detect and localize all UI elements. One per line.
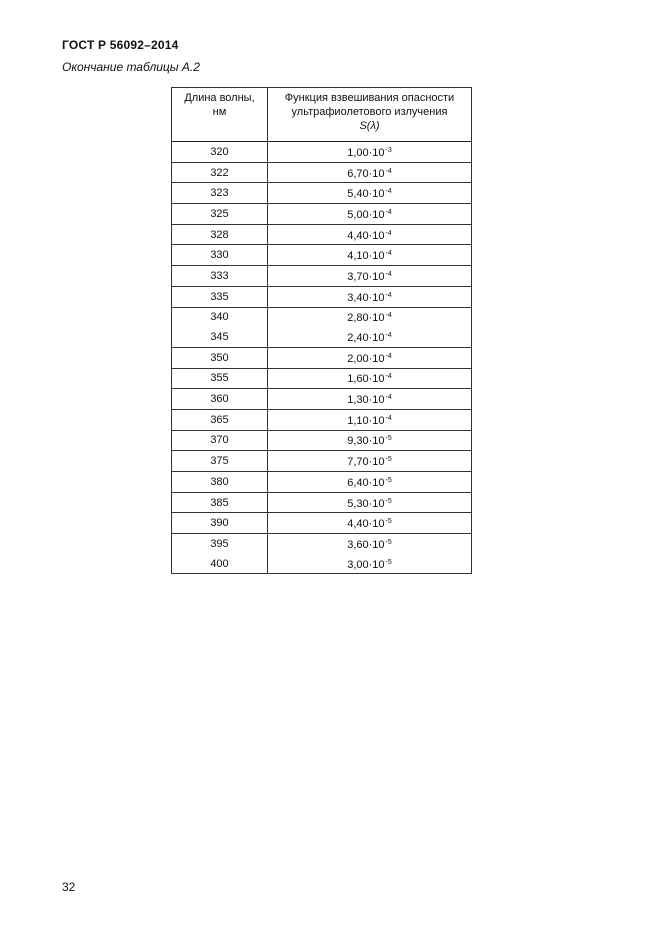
value-mantissa: 3,70·10 [347, 270, 385, 283]
value-exponent: -4 [385, 229, 392, 237]
table-row [172, 451, 472, 472]
wavelength-cell: 355 [172, 368, 268, 389]
table-row [172, 534, 472, 554]
weighting-value-cell [268, 266, 472, 287]
table-row [172, 224, 472, 245]
wavelength-cell: 333 [172, 266, 268, 287]
wavelength-cell: 380 [172, 472, 268, 493]
value-mantissa: 6,40·10 [347, 476, 385, 489]
table-row [172, 307, 472, 327]
table-row [172, 266, 472, 287]
value-mantissa: 2,40·10 [347, 332, 385, 345]
value-mantissa: 2,00·10 [347, 352, 385, 365]
weighting-value-cell [268, 183, 472, 204]
weighting-value-cell [268, 409, 472, 430]
weighting-value-cell [268, 389, 472, 410]
table-row [172, 183, 472, 204]
value-mantissa: 1,10·10 [347, 414, 385, 427]
wavelength-cell: 390 [172, 513, 268, 534]
table-row [172, 245, 472, 266]
value-mantissa: 7,70·10 [347, 456, 385, 469]
weighting-value-cell [268, 534, 472, 554]
value-exponent: -4 [385, 250, 392, 258]
table-row [172, 472, 472, 493]
weighting-value-cell [268, 142, 472, 163]
wavelength-cell: 322 [172, 162, 268, 183]
value-exponent: -5 [385, 456, 392, 464]
table-row [172, 142, 472, 163]
value-mantissa: 3,00·10 [347, 558, 385, 571]
wavelength-cell: 385 [172, 492, 268, 513]
table-row [172, 327, 472, 347]
weighting-value-cell [268, 492, 472, 513]
header-function-line1: Функция взвешивания опасности [284, 92, 455, 104]
data-table [171, 87, 472, 574]
value-mantissa: 1,60·10 [347, 373, 385, 386]
header-wavelength-line2: нм [212, 106, 227, 118]
table-row [172, 368, 472, 389]
value-exponent: -4 [385, 414, 392, 422]
weighting-value-cell [268, 224, 472, 245]
value-mantissa: 1,30·10 [347, 394, 385, 407]
wavelength-cell: 340 [172, 307, 268, 327]
value-exponent: -4 [385, 352, 392, 360]
wavelength-cell: 323 [172, 183, 268, 204]
weighting-value-cell [268, 554, 472, 574]
wavelength-cell: 330 [172, 245, 268, 266]
table-caption: Окончание таблицы А.2 [62, 60, 200, 74]
wavelength-cell: 328 [172, 224, 268, 245]
wavelength-cell: 370 [172, 430, 268, 451]
value-exponent: -5 [385, 558, 392, 566]
table-row [172, 286, 472, 307]
weighting-value-cell [268, 430, 472, 451]
weighting-value-cell [268, 368, 472, 389]
value-exponent: -5 [385, 497, 392, 505]
value-mantissa: 1,00·10 [347, 146, 385, 159]
header-function-line2: ультрафиолетового излучения [291, 106, 448, 118]
table-row [172, 162, 472, 183]
value-exponent: -4 [385, 394, 392, 402]
value-exponent: -5 [385, 538, 392, 546]
value-exponent: -5 [385, 476, 392, 484]
wavelength-cell: 375 [172, 451, 268, 472]
value-exponent: -4 [385, 312, 392, 320]
table-row [172, 430, 472, 451]
weighting-value-cell [268, 204, 472, 225]
wavelength-cell: 345 [172, 327, 268, 347]
table-header-row [172, 88, 472, 142]
value-exponent: -4 [385, 167, 392, 175]
table-row [172, 409, 472, 430]
weighting-value-cell [268, 451, 472, 472]
wavelength-cell: 325 [172, 204, 268, 225]
value-exponent: -4 [385, 208, 392, 216]
header-function [268, 88, 472, 142]
value-mantissa: 4,40·10 [347, 229, 385, 242]
value-exponent: -4 [385, 373, 392, 381]
table-body [172, 142, 472, 574]
weighting-value-cell [268, 327, 472, 347]
wavelength-cell: 400 [172, 554, 268, 574]
table-row [172, 513, 472, 534]
page-number: 32 [62, 880, 76, 894]
document-header: ГОСТ Р 56092–2014 [62, 38, 179, 52]
wavelength-cell: 360 [172, 389, 268, 410]
value-mantissa: 5,40·10 [347, 188, 385, 201]
wavelength-cell: 320 [172, 142, 268, 163]
weighting-value-cell [268, 472, 472, 493]
weighting-value-cell [268, 245, 472, 266]
header-wavelength [172, 88, 268, 142]
wavelength-cell: 395 [172, 534, 268, 554]
wavelength-cell: 365 [172, 409, 268, 430]
value-exponent: -4 [385, 270, 392, 278]
table-row [172, 554, 472, 574]
value-mantissa: 5,00·10 [347, 208, 385, 221]
value-exponent: -4 [385, 332, 392, 340]
wavelength-cell: 350 [172, 347, 268, 368]
value-mantissa: 3,60·10 [347, 538, 385, 551]
weighting-value-cell [268, 513, 472, 534]
weighting-value-cell [268, 307, 472, 327]
weighting-value-cell [268, 162, 472, 183]
value-mantissa: 6,70·10 [347, 167, 385, 180]
value-exponent: -3 [385, 146, 392, 154]
table-row [172, 492, 472, 513]
weighting-value-cell [268, 347, 472, 368]
value-exponent: -4 [385, 291, 392, 299]
table-row [172, 389, 472, 410]
value-mantissa: 4,40·10 [347, 518, 385, 531]
table-row [172, 347, 472, 368]
value-exponent: -5 [385, 435, 392, 443]
header-function-symbol: S(λ) [359, 120, 380, 132]
wavelength-cell: 335 [172, 286, 268, 307]
value-exponent: -5 [385, 518, 392, 526]
header-wavelength-line1: Длина волны, [184, 92, 255, 104]
weighting-value-cell [268, 286, 472, 307]
value-mantissa: 2,80·10 [347, 312, 385, 325]
value-mantissa: 3,40·10 [347, 291, 385, 304]
value-mantissa: 9,30·10 [347, 435, 385, 448]
value-mantissa: 4,10·10 [347, 250, 385, 263]
value-exponent: -4 [385, 188, 392, 196]
value-mantissa: 5,30·10 [347, 497, 385, 510]
table-row [172, 204, 472, 225]
